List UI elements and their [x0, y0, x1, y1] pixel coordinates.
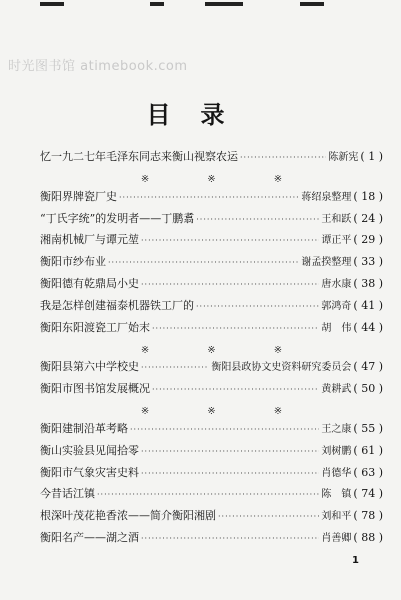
toc-entry-author: 王之康 [321, 423, 352, 435]
toc-entry-page: ( 29 ) [353, 233, 383, 247]
toc-entry[interactable] [40, 148, 383, 170]
top-mark-4 [300, 2, 324, 6]
toc-entry[interactable] [40, 253, 383, 275]
toc-entry-title: 衡阳市图书馆发展概况 [40, 382, 150, 396]
dot-leader [196, 215, 319, 224]
toc-entry-author: 唐水康 [321, 278, 352, 290]
top-mark-2 [150, 2, 164, 6]
toc-entry[interactable] [40, 275, 383, 297]
toc-entry-title: 衡阳市气象灾害史料 [40, 465, 139, 479]
toc-entry-title: 衡阳县第六中学校史 [40, 360, 139, 374]
toc-entry-author: 肖德华 [321, 467, 352, 479]
toc-entry-page: ( 24 ) [353, 211, 383, 225]
toc-entry-page: ( 47 ) [353, 360, 383, 374]
dot-leader [141, 469, 319, 478]
dot-leader [97, 490, 319, 499]
section-separator [40, 342, 383, 358]
dot-leader [141, 236, 319, 245]
toc-entry[interactable] [40, 485, 383, 507]
toc-entry-title: 衡阳名产——湖之酒 [40, 530, 139, 544]
page-number: 1 [352, 555, 359, 566]
toc-entry-page: ( 55 ) [353, 421, 383, 435]
toc-entry-page: ( 78 ) [353, 509, 383, 523]
toc-entry-page: ( 44 ) [353, 320, 383, 334]
toc-entry-page: ( 41 ) [353, 298, 383, 312]
toc-entry-page: ( 74 ) [353, 487, 383, 501]
separator-mark: ※ [207, 344, 216, 356]
toc-entry-author: 谢孟揆整理 [301, 257, 352, 269]
dot-leader [108, 258, 299, 267]
separator-mark: ※ [140, 406, 150, 418]
toc-entry-author: 蒋绍泉整理 [301, 191, 352, 203]
top-mark-3 [205, 2, 243, 6]
toc-entry-title: 衡阳德有乾鼎局小史 [40, 276, 139, 290]
toc-entry-title: 根深叶茂花艳香浓——简介衡阳湘剧 [40, 509, 216, 523]
separator-mark: ※ [273, 344, 283, 356]
page-title: 目录 [146, 101, 255, 129]
section-separator [40, 404, 383, 420]
dot-leader [196, 302, 319, 311]
dot-leader [218, 512, 319, 521]
toc-entry-author: 黄耕武 [321, 384, 352, 396]
toc-entry-page: ( 18 ) [353, 189, 383, 203]
dot-leader [130, 425, 319, 434]
section-separator [40, 172, 383, 188]
toc-entry-page: ( 88 ) [353, 530, 383, 544]
toc-entry[interactable] [40, 297, 383, 319]
toc-entry[interactable] [40, 319, 383, 341]
toc-entry-author: 谭正平 [321, 235, 352, 247]
toc-entry-author: 刘树鹏 [321, 445, 352, 457]
toc-entry[interactable] [40, 442, 383, 464]
toc-entry-title: 湘南机械厂与谭元堃 [40, 233, 139, 247]
toc-entry[interactable] [40, 464, 383, 486]
toc-entry-title: 衡阳市纱布业 [40, 255, 106, 269]
toc-entry[interactable] [40, 358, 383, 380]
toc-entry-author: 刘和平 [321, 511, 352, 523]
toc-entry[interactable] [40, 380, 383, 402]
watermark: 时光图书馆 atimebook.com [8, 59, 188, 74]
separator-mark: ※ [140, 344, 150, 356]
top-mark-1 [40, 2, 64, 6]
toc-entry-page: ( 50 ) [353, 382, 383, 396]
toc-entry[interactable] [40, 507, 383, 529]
toc-entry-author: 郭鸿奇 [321, 300, 352, 312]
dot-leader [141, 363, 209, 372]
dot-leader [240, 153, 326, 162]
separator-mark: ※ [273, 174, 283, 186]
toc-entry-title: 衡山实验县见闻拾零 [40, 443, 139, 457]
separator-mark: ※ [140, 174, 150, 186]
toc-entry[interactable] [40, 188, 383, 210]
toc-entry-page: ( 33 ) [353, 255, 383, 269]
toc-entry-author: 陈 镇 [321, 489, 352, 501]
top-edge-marks [0, 0, 401, 14]
separator-mark: ※ [207, 406, 216, 418]
toc-entry[interactable] [40, 210, 383, 232]
toc-entry[interactable] [40, 420, 383, 442]
toc-entry-author: 肖善卿 [321, 532, 352, 544]
dot-leader [119, 193, 299, 202]
toc-entry-page: ( 61 ) [353, 443, 383, 457]
dot-leader [152, 324, 319, 333]
toc-entry[interactable] [40, 231, 383, 253]
toc-entry-author: 胡 伟 [321, 322, 352, 334]
dot-leader [141, 447, 319, 456]
toc-entry-title: 衡阳东阳渡瓷工厂始末 [40, 320, 150, 334]
toc-entry-title: 忆一九二七年毛泽东同志来衡山视察农运 [40, 150, 238, 163]
dot-leader [152, 385, 319, 394]
toc-entry-page: ( 1 ) [360, 150, 383, 163]
toc-entry-title: 衡阳建制沿革考略 [40, 421, 128, 435]
separator-mark: ※ [207, 174, 216, 186]
toc-entry[interactable] [40, 529, 383, 551]
toc-entry-page: ( 63 ) [353, 465, 383, 479]
toc-entry-title: 今昔话江镇 [40, 487, 95, 501]
toc-entry-author: 陈新宪 [328, 152, 359, 163]
toc-entry-title: 衡阳界牌瓷厂史 [40, 189, 117, 203]
toc-entry-title: 我是怎样创建福泰机器铁工厂的 [40, 298, 194, 312]
toc-entry-page: ( 38 ) [353, 276, 383, 290]
separator-mark: ※ [273, 406, 283, 418]
dot-leader [141, 534, 319, 543]
toc-entry-author: 王和跃 [321, 213, 352, 225]
dot-leader [141, 280, 319, 289]
toc-entry-title: “丁氏字统”的发明者——丁鹏翥 [40, 211, 195, 225]
table-of-contents [40, 148, 383, 551]
toc-entry-author: 衡阳县政协文史资料研究委员会 [211, 362, 352, 374]
